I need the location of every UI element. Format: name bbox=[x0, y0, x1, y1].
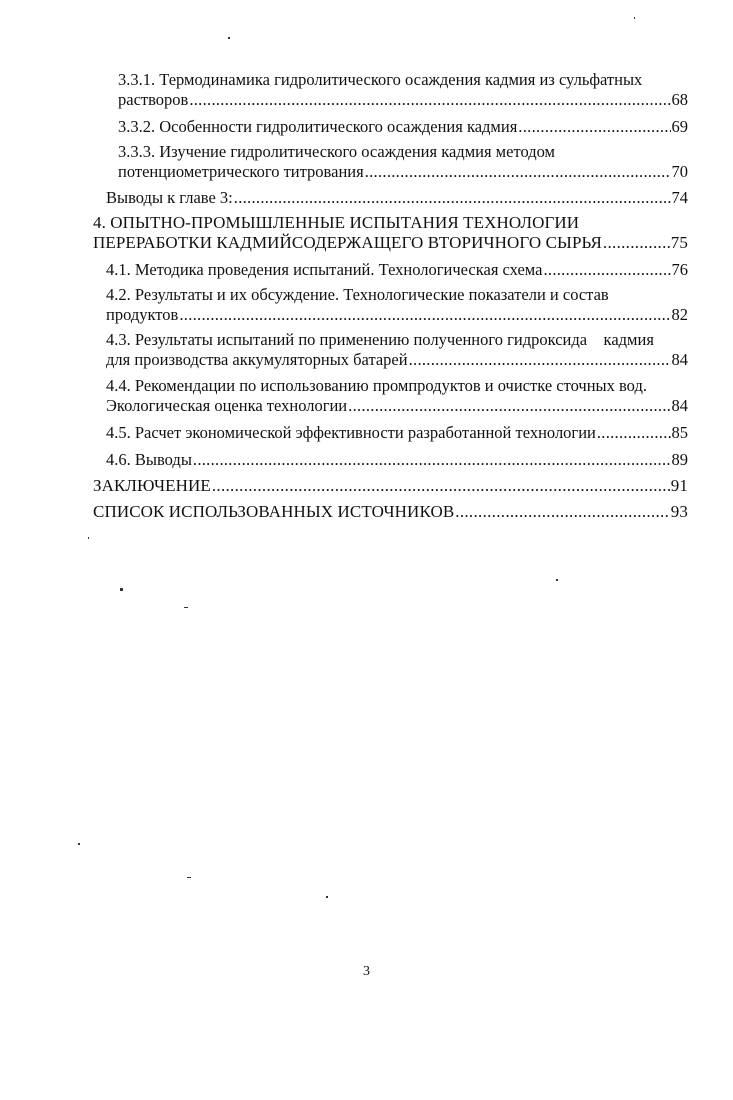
dot-leader bbox=[409, 350, 671, 370]
scan-speck bbox=[184, 607, 188, 608]
toc-entry-title-cont: продуктов bbox=[106, 305, 179, 324]
scan-speck bbox=[120, 588, 123, 591]
toc-entry-title: 4.5. Расчет экономической эффективности разработанной технологии bbox=[106, 423, 596, 442]
toc-entry-title-cont: потенциометрического титрования bbox=[118, 162, 364, 181]
toc-page-number: 68 bbox=[671, 90, 688, 109]
toc-entry-title-cont: растворов bbox=[118, 90, 189, 109]
toc-entry-3-3-2[interactable] bbox=[118, 117, 688, 137]
dot-leader bbox=[365, 162, 671, 182]
dot-leader bbox=[455, 502, 670, 522]
toc-page-number: 93 bbox=[670, 502, 688, 521]
toc-entry-4-4[interactable] bbox=[106, 376, 688, 416]
toc-page-number: 76 bbox=[671, 260, 688, 279]
toc-entry-chapter-3-conclusions[interactable] bbox=[106, 188, 688, 208]
toc-page-number: 82 bbox=[671, 305, 688, 324]
dot-leader bbox=[603, 233, 670, 253]
toc-page-number: 69 bbox=[671, 117, 688, 136]
scan-speck bbox=[187, 877, 191, 878]
toc-entry-title: 4.1. Методика проведения испытаний. Технологическая схема bbox=[106, 260, 543, 279]
toc-entry-3-3-1[interactable] bbox=[118, 70, 688, 110]
toc-entry-4-6[interactable] bbox=[106, 450, 688, 470]
toc-entry-4-3[interactable] bbox=[106, 330, 688, 370]
dot-leader bbox=[348, 396, 670, 416]
scan-speck bbox=[228, 37, 230, 39]
toc-entry-title: 4.3. Результаты испытаний по применению полученного гидроксида кадмия bbox=[106, 330, 654, 349]
toc-entry-title: 4.6. Выводы bbox=[106, 450, 192, 469]
dot-leader bbox=[212, 476, 670, 496]
toc-entry-3-3-3[interactable] bbox=[118, 142, 688, 182]
toc-page-number: 91 bbox=[670, 476, 688, 495]
toc-entry-4-1[interactable] bbox=[106, 260, 688, 280]
toc-entry-title: 3.3.1. Термодинамика гидролитического осаждения кадмия из сульфатных bbox=[118, 70, 643, 89]
dot-leader bbox=[179, 305, 670, 325]
scan-speck bbox=[634, 17, 635, 19]
dot-leader bbox=[518, 117, 670, 137]
toc-entry-chapter-4[interactable] bbox=[93, 213, 688, 253]
toc-page-number: 84 bbox=[671, 350, 688, 369]
dot-leader bbox=[234, 188, 671, 208]
toc-entry-title-cont: для производства аккумуляторных батарей bbox=[106, 350, 408, 369]
toc-entry-title-cont: Экологическая оценка технологии bbox=[106, 396, 348, 415]
dot-leader bbox=[543, 260, 670, 280]
toc-entry-title: ЗАКЛЮЧЕНИЕ bbox=[93, 476, 211, 495]
scan-speck bbox=[78, 843, 80, 845]
dot-leader bbox=[189, 90, 670, 110]
toc-page-number: 84 bbox=[671, 396, 688, 415]
dot-leader bbox=[193, 450, 671, 470]
page-number: 3 bbox=[363, 964, 370, 979]
toc-entry-title: СПИСОК ИСПОЛЬЗОВАННЫХ ИСТОЧНИКОВ bbox=[93, 502, 455, 521]
toc-entry-title: 3.3.2. Особенности гидролитического осаждения кадмия bbox=[118, 117, 518, 136]
toc-page-number: 70 bbox=[671, 162, 688, 181]
toc-page-number: 74 bbox=[671, 188, 688, 207]
dot-leader bbox=[597, 423, 671, 443]
toc-entry-title: 4.2. Результаты и их обсуждение. Технологические показатели и состав bbox=[106, 285, 609, 304]
toc-entry-conclusion[interactable] bbox=[93, 476, 688, 496]
toc-entry-title-cont: ПЕРЕРАБОТКИ КАДМИЙСОДЕРЖАЩЕГО ВТОРИЧНОГО СЫРЬЯ bbox=[93, 233, 602, 252]
toc-entry-4-2[interactable] bbox=[106, 285, 688, 325]
scan-speck bbox=[88, 537, 89, 539]
scan-speck bbox=[556, 579, 558, 581]
toc-entry-title: 4. ОПЫТНО-ПРОМЫШЛЕННЫЕ ИСПЫТАНИЯ ТЕХНОЛОГИИ bbox=[93, 213, 580, 232]
toc-entry-4-5[interactable] bbox=[106, 423, 688, 443]
toc-entry-title: Выводы к главе 3: bbox=[106, 188, 233, 207]
toc-entry-title: 4.4. Рекомендации по использованию промпродуктов и очистке сточных вод. bbox=[106, 376, 647, 395]
toc-page-number: 89 bbox=[671, 450, 688, 469]
toc-page-number: 75 bbox=[670, 233, 688, 252]
scan-speck bbox=[326, 896, 328, 898]
toc-page-number: 85 bbox=[671, 423, 688, 442]
toc-entry-title: 3.3.3. Изучение гидролитического осаждения кадмия методом bbox=[118, 142, 555, 161]
toc-entry-references[interactable] bbox=[93, 502, 688, 522]
